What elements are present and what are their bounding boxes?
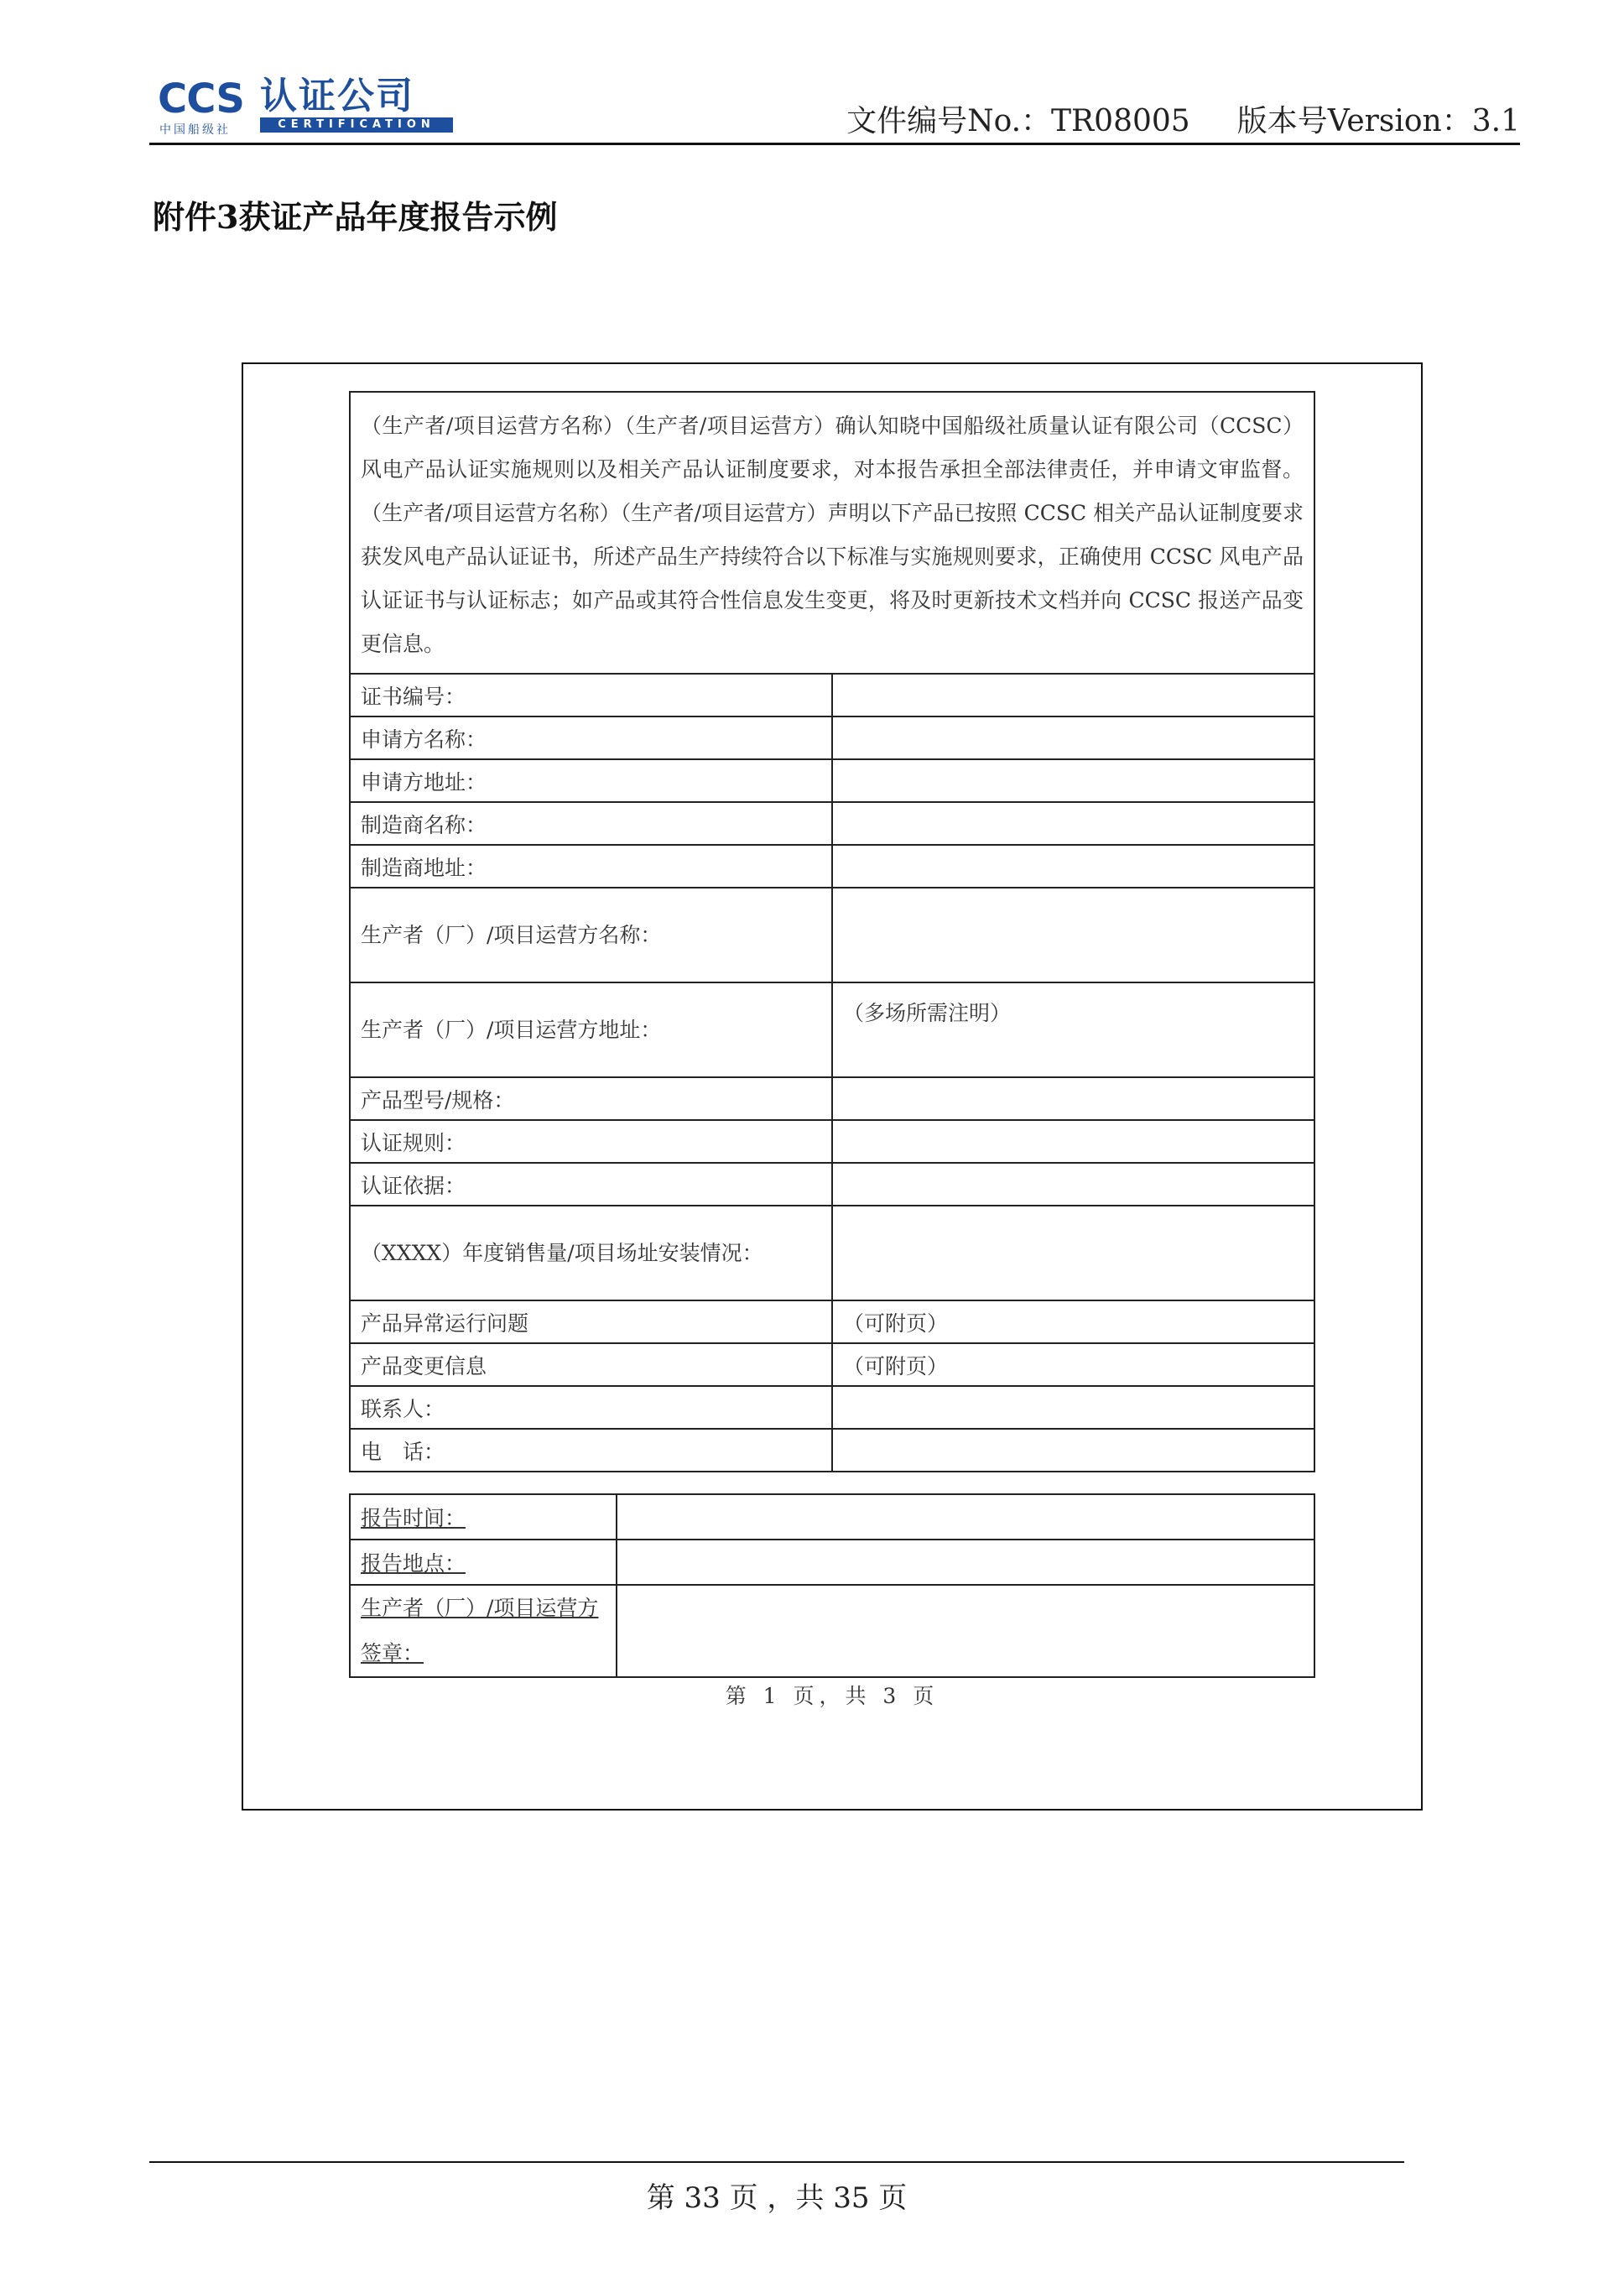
field-value: [832, 1163, 1314, 1206]
field-label: 生产者（厂）/项目运营方地址：: [350, 982, 832, 1077]
appendix-title: 附件3获证产品年度报告示例: [153, 198, 558, 236]
field-value: [832, 674, 1314, 716]
table-row: [350, 1300, 1314, 1343]
sign-value: [617, 1494, 1314, 1540]
footer-rule: [149, 2161, 1404, 2163]
table-row: [350, 674, 1314, 716]
sign-value: [617, 1585, 1314, 1677]
field-label: 申请方地址：: [350, 759, 832, 802]
inner-page-number: 第 1 页，共 3 页: [725, 1684, 940, 1708]
table-row: [350, 1386, 1314, 1429]
field-value: [832, 759, 1314, 802]
field-label: 申请方名称：: [350, 716, 832, 759]
field-label: 认证依据：: [350, 1163, 832, 1206]
page-footer: 第 33 页 ，共 35 页: [646, 2181, 908, 2215]
field-label: 生产者（厂）/项目运营方名称：: [350, 888, 832, 982]
logo-certification-bar: CERTIFICATION: [260, 117, 453, 133]
ccs-certification-logo: [158, 75, 460, 137]
table-row: [350, 1429, 1314, 1472]
field-label: 制造商地址：: [350, 845, 832, 888]
field-label: 联系人：: [350, 1386, 832, 1429]
form-intro-text: （生产者/项目运营方名称）（生产者/项目运营方）确认知晓中国船级社质量认证有限公司（CCSC）风电产品认证实施规则以及相关产品认证制度要求，对本报告承担全部法律责任，并申请文审监督。（生产者/项目运营方名称）（生产者/项目运营方）声明以下产品已按照 CCSC 相关产品认证制度要求获发风电产品认证证书，所述产品生产持续符合以下标准与实施规则要求，正确使用 CCSC 风电产品认证证书与认证标志；如产品或其符合性信息发生变更，将及时更新技术文档并向 CCSC 报送产品变更信息。: [350, 392, 1314, 674]
field-label: 产品型号/规格：: [350, 1077, 832, 1120]
table-row: [350, 1206, 1314, 1300]
document-id: [846, 97, 1520, 140]
field-value: [832, 1206, 1314, 1300]
logo-subtitle: 中国船级社: [159, 123, 231, 137]
table-row: [350, 1343, 1314, 1386]
sign-label: 生产者（厂）/项目运营方签章：: [350, 1585, 617, 1677]
logo-chinese-name: 认证公司: [260, 75, 414, 117]
field-label: （XXXX）年度销售量/项目场址安装情况：: [350, 1206, 832, 1300]
signature-table: [349, 1493, 1315, 1678]
field-value: [832, 1429, 1314, 1472]
table-row: [350, 716, 1314, 759]
doc-version: 版本号Version：3.1: [1236, 104, 1520, 138]
field-value: [832, 1077, 1314, 1120]
table-row: [350, 888, 1314, 982]
field-value: （可附页）: [832, 1300, 1314, 1343]
table-row: [350, 802, 1314, 845]
form-intro-row: [350, 392, 1314, 674]
field-label: 制造商名称：: [350, 802, 832, 845]
field-value: [832, 845, 1314, 888]
field-label: 产品变更信息: [350, 1343, 832, 1386]
table-row: [350, 1494, 1314, 1540]
sign-label: 报告时间：: [350, 1494, 617, 1540]
field-value: [832, 1386, 1314, 1429]
table-row: [350, 982, 1314, 1077]
header-rule: [149, 143, 1520, 145]
field-label: 产品异常运行问题: [350, 1300, 832, 1343]
logo-ccs-text: CCS: [158, 76, 244, 122]
field-label: 认证规则：: [350, 1120, 832, 1163]
annual-report-form: [349, 391, 1315, 1472]
field-value: [832, 802, 1314, 845]
table-row: [350, 1120, 1314, 1163]
table-row: [350, 1163, 1314, 1206]
table-row: [350, 1585, 1314, 1677]
field-value: [832, 1120, 1314, 1163]
field-label: 证书编号：: [350, 674, 832, 716]
field-label: 电 话：: [350, 1429, 832, 1472]
table-row: [350, 1540, 1314, 1585]
table-row: [350, 845, 1314, 888]
table-row: [350, 759, 1314, 802]
field-value: （可附页）: [832, 1343, 1314, 1386]
sign-label: 报告地点：: [350, 1540, 617, 1585]
field-value: [832, 716, 1314, 759]
field-value: （多场所需注明）: [832, 982, 1314, 1077]
field-value: [832, 888, 1314, 982]
page-header: [153, 59, 1520, 143]
doc-number: 文件编号No.：TR08005: [846, 104, 1190, 138]
sign-value: [617, 1540, 1314, 1585]
table-row: [350, 1077, 1314, 1120]
